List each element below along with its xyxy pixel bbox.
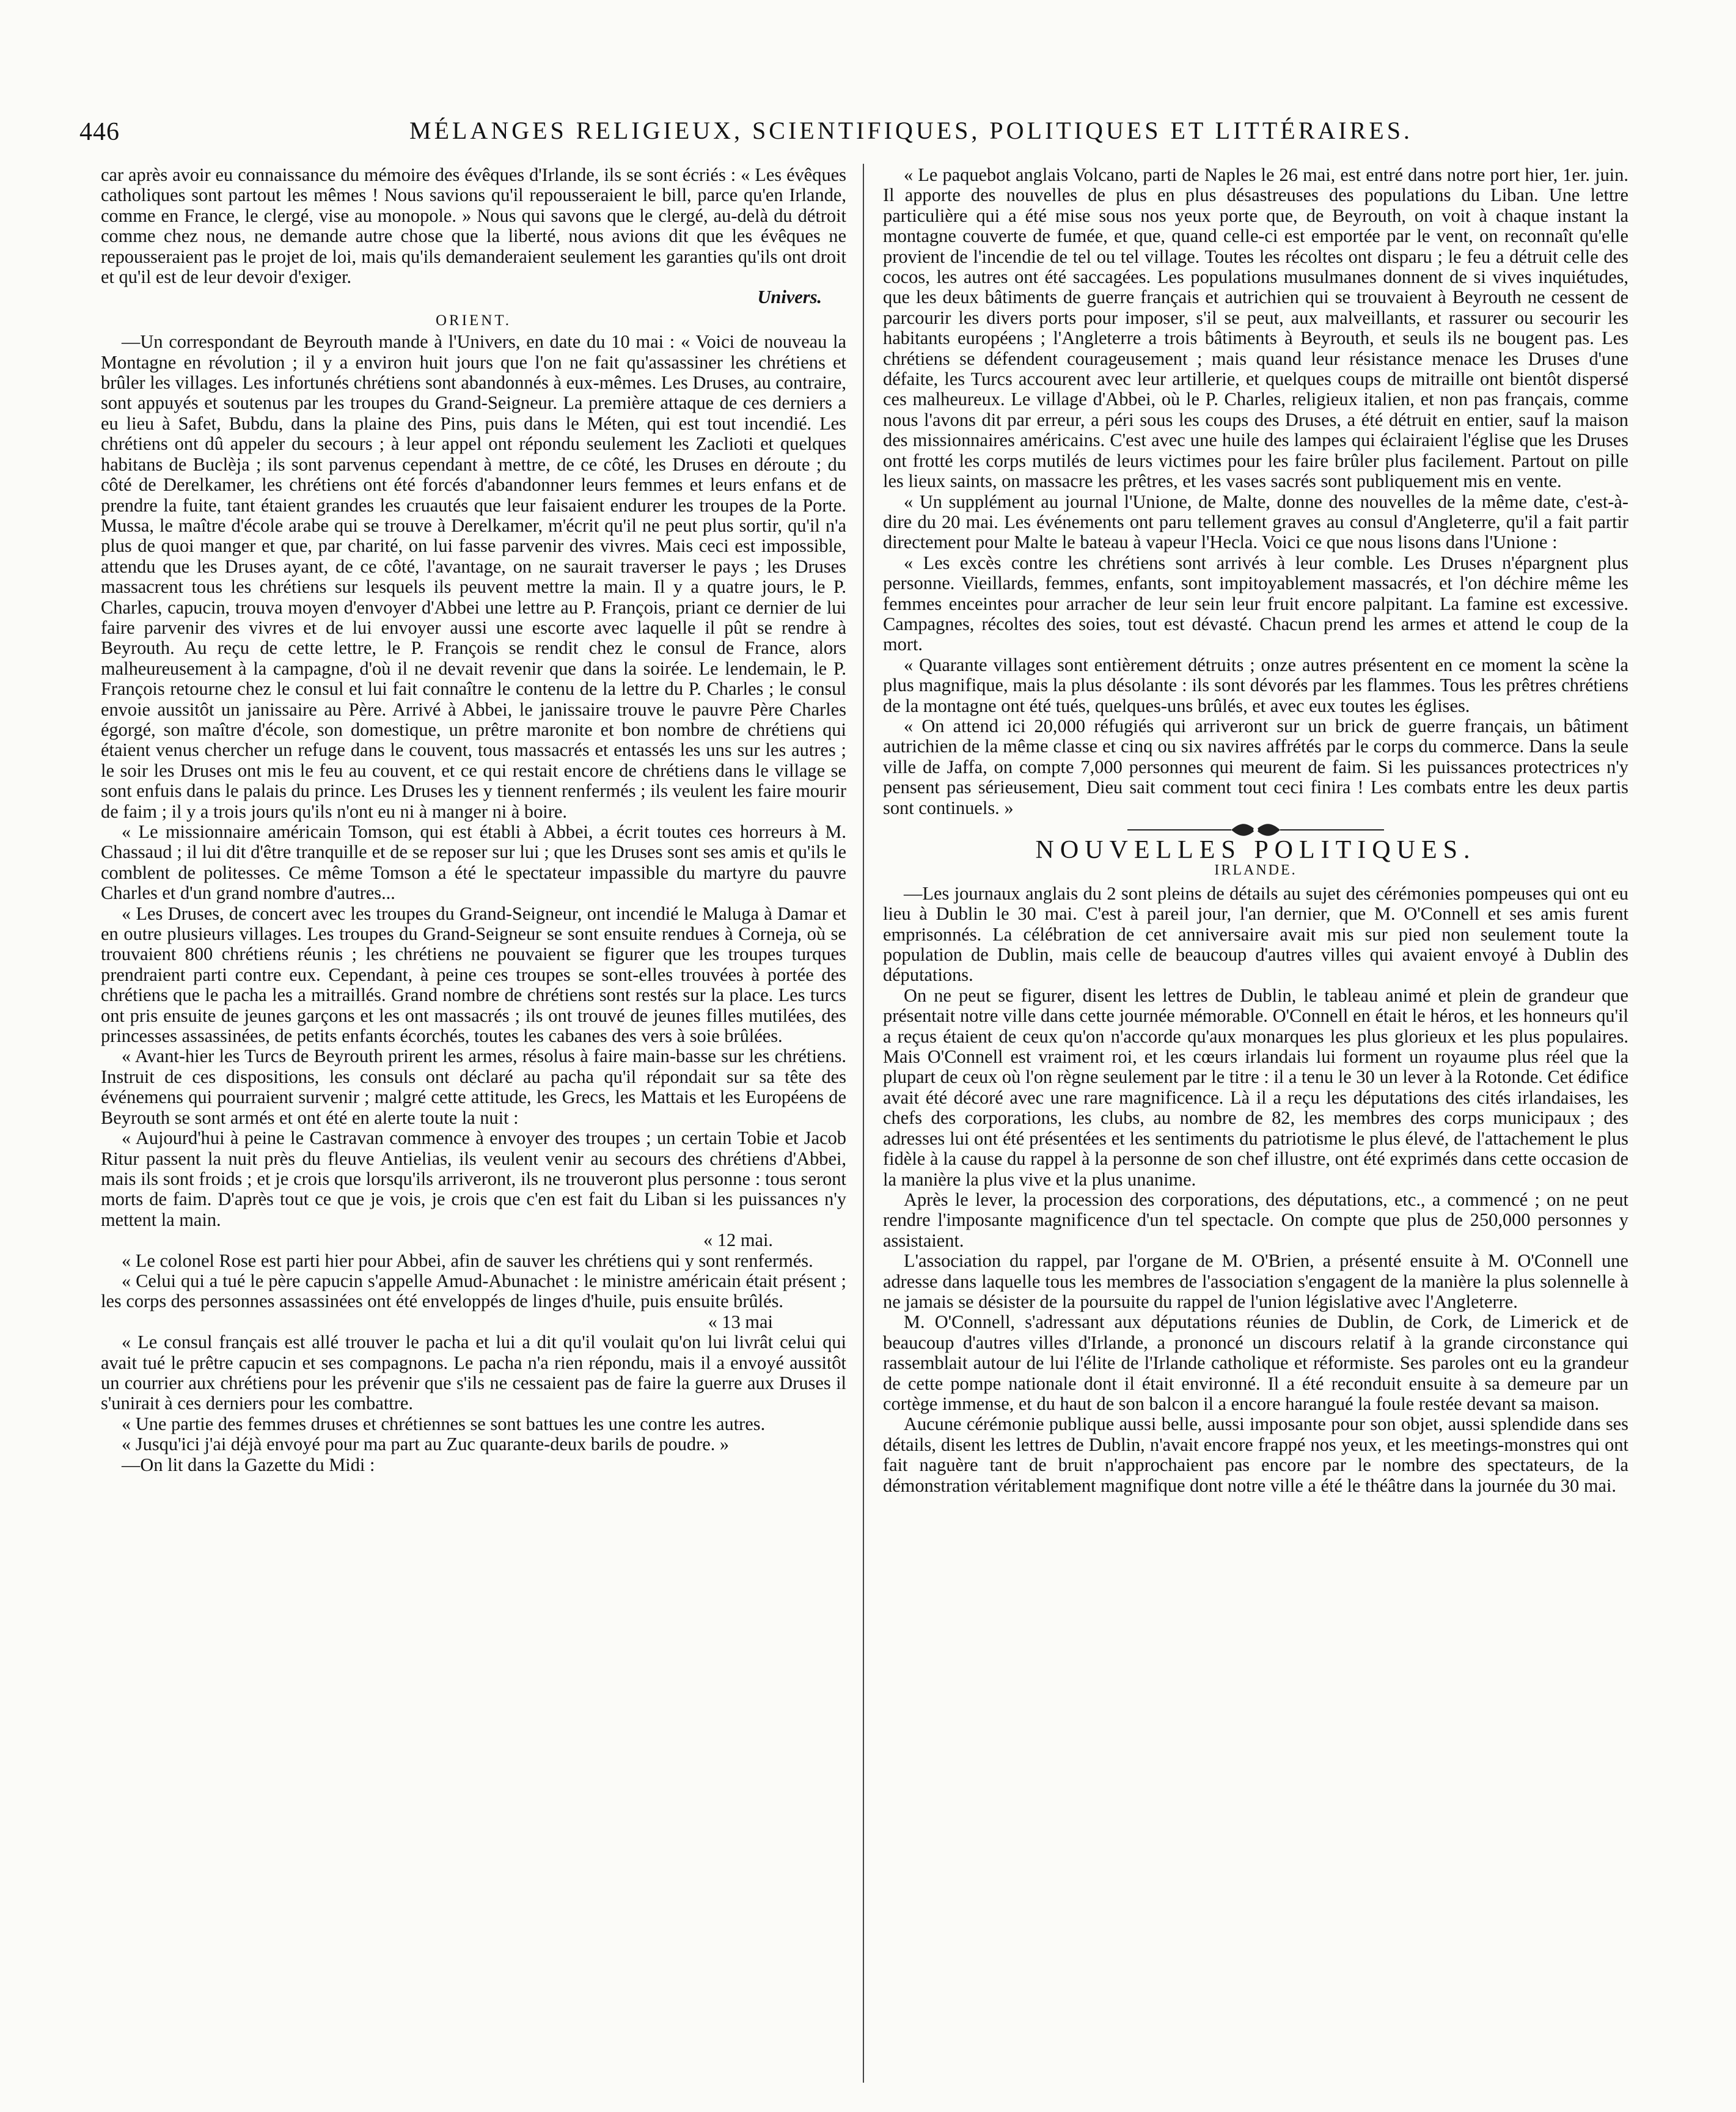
left-column xyxy=(101,165,846,2066)
article-paragraph: « Celui qui a tué le père capucin s'appelle Amud-Abunachet : le ministre américain était présent ; les corps des personnes assassinées ont été enveloppés de linges d'huile, puis ensuite brûlés. xyxy=(101,1270,846,1312)
article-paragraph: « Les excès contre les chrétiens sont arrivés à leur comble. Les Druses n'épargnent plus personne. Vieillards, femmes, enfants, sont impitoyablement massacrés, et l'on déchire même les femmes enceintes pour arracher de leur sein leur fruit encore palpitant. La famine est excessive. Campagnes, récoltes des soies, tout est dévasté. Chacun prend les armes et attend le coup de la mort. xyxy=(883,552,1628,655)
intro-paragraph: car après avoir eu connaissance du mémoire des évêques d'Irlande, ils se sont écriés : « Les évêques catholiques sont partout les mêmes ! Nous savions qu'il repousseraient le bill, parce qu'en Irlande, comme en France, le clergé, vise au monopole. » Nous qui savons que le clergé, au-delà du détroit comme chez nous, ne demande autre chose que la liberté, nous avions dit que les évêques ne repousseraient pas le projet de loi, mais qu'ils demanderaient seulement les garanties qu'ils ont droit et qu'il est de leur devoir d'exiger. xyxy=(101,165,846,288)
article-paragraph: « Aujourd'hui à peine le Castravan commence à envoyer des troupes ; un certain Tobie et Jacob Ritur passent la nuit près du fleuve Antielias, ils veulent venir au secours des chrétiens d'Abbei, mais ils sont froids ; et je crois que lorsqu'ils arriveront, ils ne trouveront plus personne : tous seront morts de faim. D'après tout ce que je vois, je crois que c'en est fait du Liban si les puissances n'y mettent la main. xyxy=(101,1128,846,1230)
article-paragraph: « Une partie des femmes druses et chrétiennes se sont battues les une contre les autres. xyxy=(122,1413,766,1434)
article-paragraph: « Avant-hier les Turcs de Beyrouth prirent les armes, résolus à faire main-basse sur les chrétiens. Instruit de ces dispositions, les consuls ont déclaré au pacha qu'il répondait sur sa tête des événemens qui pourraient survenir ; malgré cette attitude, les Grecs, les Mattais et les Européens de Beyrouth se sont armés et ont été en alerte toute la nuit : xyxy=(101,1046,846,1128)
article-paragraph: « Quarante villages sont entièrement détruits ; onze autres présentent en ce moment la scène la plus magnifique, mais la plus désolante : ils sont dévorés par les flammes. Tous les prêtres chrétiens de la montagne ont été tués, quelques-uns brûlés, et avec eux toutes les églises. xyxy=(883,654,1628,716)
article-paragraph: « Les Druses, de concert avec les troupes du Grand-Seigneur, ont incendié le Maluga à Damar et en outre plusieurs villages. Les troupes du Grand-Seigneur se sont ensuite rendues à Corneja, où se trouvaient 800 chrétiens réunis ; les chrétiens ne pouvaient se figurer que les troupes turques prendraient parti contre eux. Cependant, à peine ces troupes se sont-elles trouvées à portée des chrétiens que le pacha les a mitraillés. Grand nombre de chrétiens sont restés sur la place. Les turcs ont pris ensuite de jeunes garçons et les ont massacrés ; ils ont trouvé de jeunes filles mutilées, des princesses assassinées, de petits enfants écorchés, toutes les cabanes des vers à soie brûlées. xyxy=(101,903,846,1047)
section-heading-orient: ORIENT. xyxy=(435,312,512,329)
article-paragraph: « On attend ici 20,000 réfugiés qui arriveront sur un brick de guerre français, un bâtiment autrichien de la même classe et cinq ou six navires affrétés par le corps du commerce. Dans la seule ville de Jaffa, on compte 7,000 personnes qui meurent de faim. Si les puissances protectrices n'y pensent pas sérieusement, Dieu sait comment tout ceci finira ! Les combats entre les deux partis sont continuels. » xyxy=(883,715,1628,818)
article-paragraph: « Un supplément au journal l'Unione, de Malte, donne des nouvelles de la même date, c'est-à-dire du 20 mai. Les événements ont paru tellement graves au consul d'Angleterre, qu'il a fait partir directement pour Malte le bateau à vapeur l'Hecla. Voici ce que nous lisons dans l'Unione : xyxy=(883,491,1628,553)
article-paragraph: « Le consul français est allé trouver le pacha et lui a dit qu'il voulait qu'on lui livrât celui qui avait tué le prêtre capucin et ses compagnons. Le pacha n'a rien répondu, mais il a envoyé aussitôt un courrier aux chrétiens pour les prévenir que s'ils ne cessaient pas de faire la guerre aux Druses il s'unirait à ces derniers pour les combattre. xyxy=(101,1332,846,1414)
article-paragraph: « Le colonel Rose est parti hier pour Abbei, afin de sauver les chrétiens qui y sont renfermés. xyxy=(122,1250,813,1271)
article-paragraph: L'association du rappel, par l'organe de M. O'Brien, a présenté ensuite à M. O'Connell une adresse dans laquelle tous les membres de l'association s'engagent de la manière la plus solennelle à ne jamais se désister de la poursuite du rappel de l'union législative avec l'Angleterre. xyxy=(883,1250,1628,1312)
article-paragraph: —Les journaux anglais du 2 sont pleins de détails au sujet des cérémonies pompeuses qui ont eu lieu à Dublin le 30 mai. C'est à pareil jour, l'an dernier, que M. O'Connell et ses amis furent emprisonnés. La célébration de cet anniversaire avait mis sur pied non seulement toute la population de Dublin, mais celle de beaucoup d'autres villes qui avaient envoyé à Dublin des députations. xyxy=(883,882,1628,986)
dateline: « 12 mai. xyxy=(703,1230,773,1251)
right-column xyxy=(883,165,1628,2066)
running-title: MÉLANGES RELIGIEUX, SCIENTIFIQUES, POLITIQUES ET LITTÉRAIRES. xyxy=(409,117,1413,144)
article-paragraph: « Le missionnaire américain Tomson, qui est établi à Abbei, a écrit toutes ces horreurs à M. Chassaud ; il lui dit d'être tranquille et de se reposer sur lui ; que les Druses sont ses amis et qu'ils le comblent de politesses. Ce même Tomson a été le spectateur impassible du martyre du pauvre Charles et d'un grand nombre d'autres... xyxy=(101,821,846,904)
column-divider xyxy=(863,164,864,2083)
section-title: NOUVELLES POLITIQUES. xyxy=(1035,836,1476,864)
article-paragraph: Après le lever, la procession des corporations, des députations, etc., a commencé ; on ne peut rendre l'imposante magnificence d'un tel spectacle. On compte que plus de 250,000 personnes y assistaient. xyxy=(883,1189,1628,1251)
dateline: « 13 mai xyxy=(708,1311,773,1332)
source-signature: Univers. xyxy=(757,287,822,308)
article-paragraph: Aucune cérémonie publique aussi belle, aussi imposante pour son objet, aussi splendide dans ses détails, disent les lettres de Dublin, n'avait encore frappé nos yeux, et les meetings-monstres qui ont fait naguère tant de bruit n'approchaient pas encore par le nombre des spectateurs, de la démonstration véritablement magnifique dont notre ville a été le théâtre dans la journée du 30 mai. xyxy=(883,1414,1628,1496)
article-paragraph: « Jusqu'ici j'ai déjà envoyé pour ma part au Zuc quarante-deux barils de poudre. » xyxy=(122,1434,730,1455)
article-paragraph: M. O'Connell, s'adressant aux députations réunies de Dublin, de Cork, de Limerick et de beaucoup d'autres villes d'Irlande, a prononcé un discours relatif à la grande circonstance qui rassemblait autour de lui l'élite de l'Irlande catholique et réformiste. Ses paroles ont eu la grandeur de cette pompe nationale dont il était environné. Il a été reconduit ensuite à sa demeure par un cortège immense, et du haut de son balcon il a encore harangué la foule restée devant sa maison. xyxy=(883,1311,1628,1414)
article-paragraph: « Le paquebot anglais Volcano, parti de Naples le 26 mai, est entré dans notre port hier, 1er. juin. Il apporte des nouvelles de plus en plus désastreuses des populations du Liban. Une lettre particulière qui a été mise sous nos yeux porte que, de Beyrouth, on voit à chaque instant la montagne couverte de fumée, et que, quand celle-ci est emportée par le vent, on reconnaît qu'elle provient de l'incendie de tel ou tel village. Toutes les récoltes ont disparu ; le feu a détruit celle des cocos, les autres ont été saccagées. Les populations musulmanes donnent de si vives inquiétudes, que les deux bâtiments de guerre français et autrichien qui se trouvaient à Beyrouth ne cessent de parcourir les divers ports pour imposer, s'il se peut, aux malveillants, et rassurer ou secourir les habitants européens ; l'Angleterre a trois bâtiments à Beyrouth, et seuls ils ne bougent pas. Les chrétiens se défendent courageusement ; mais quand leur résistance menace les Druses d'une défaite, les Turcs accourent avec leur artillerie, et quelques coups de mitraille ont bientôt dispersé ces malheureux. Le village d'Abbei, où le P. Charles, religieux italien, et non pas français, comme nous l'avons dit par erreur, a péri sous les coups des Druses, a été détruit en entier, sauf la maison des missionnaires américains. C'est avec une huile des lampes qui éclairaient l'église que les Druses ont frotté les corps mutilés de leurs victimes pour les faire brûler plus facilement. Partout on pille les lieux saints, on massacre les prêtres, et les vases sacrés sont publiquement mis en vente. xyxy=(883,165,1628,492)
article-paragraph: —On lit dans la Gazette du Midi : xyxy=(122,1454,375,1475)
article-paragraph: On ne peut se figurer, disent les lettres de Dublin, le tableau animé et plein de grandeur que présentait notre ville dans cette journée mémorable. O'Connell en était le héros, et les honneurs qu'il a reçus étaient de ceux qu'on n'accorde qu'aux monarques les plus glorieux et les plus populaires. Mais O'Connell est vraiment roi, et les cœurs irlandais lui forment un royaume plus réel que la plupart de ceux où l'on règne seulement par le titre : il a tenu le 30 un lever à la Rotonde. Cet édifice avait été décoré avec une rare magnificence. Là il a reçu les députations des cités irlandaises, les chefs des corporations, les clubs, au nombre de 82, les membres des corps municipaux ; des adresses lui ont été présentées et les sentiments du patriotisme le plus élevé, de l'attachement le plus fidèle à la cause du rappel à la personne de son chef illustre, ont été exprimés dans cette occasion de la manière la plus vive et la plus unanime. xyxy=(883,985,1628,1190)
page-number: 446 xyxy=(79,118,120,146)
article-paragraph: —Un correspondant de Beyrouth mande à l'Univers, en date du 10 mai : « Voici de nouveau la Montagne en révolution ; il y a environ huit jours que l'on ne fait qu'assassiner les chrétiens et brûler les villages. Les infortunés chrétiens sont abandonnés à eux-mêmes. Les Druses, au contraire, sont appuyés et soutenus par les troupes du Grand-Seigneur. La première attaque de ces derniers a eu lieu à Safet, Bubdu, dans la plaine des Pins, puis dans le Méten, qui est tout incendié. Les chrétiens ont dû appeler du secours ; à leur appel ont répondu seulement les Zaclioti et quelques habitans de Buclèja ; ils sont parvenus cependant à mettre, de ce côté, les Druses en déroute ; du côté de Derelkamer, les chrétiens ont été forcés d'abandonner leurs femmes et leurs enfans et de prendre la fuite, tant étaient grandes les cruautés que leur faisaient endurer les troupes de la Porte. Mussa, le maître d'école arabe qui se trouve à Derelkamer, m'écrit qu'il ne peut plus sortir, qu'il n'a plus de quoi manger et que, par charité, on lui fasse parvenir des vivres. Mais ceci est impossible, attendu que les Druses ayant, de ce côté, l'avantage, on ne saurait traverser le pays ; les Druses massacrent tous les chrétiens sur lesquels ils peuvent mettre la main. Il y a quatre jours, le P. Charles, capucin, trouva moyen d'envoyer d'Abbei une lettre au P. François, priant ce dernier de lui faire parvenir des vivres et de lui envoyer aussi une escorte avec laquelle il pût se rendre à Beyrouth. Au reçu de cette lettre, le P. François se rendit chez le consul de France, alors malheureusement à la campagne, d'où il ne devait revenir que dans la soirée. Le lendemain, le P. François retourne chez le consul et lui fait connaître le contenu de la lettre du P. Charles ; le consul envoie aussitôt un janissaire au Père. Arrivé à Abbei, le janissaire trouve le pauvre Père Charles égorgé, son maître d'école, son domestique, un prêtre maronite et bon nombre de chrétiens qui étaient venus chercher un refuge dans le couvent, tous massacrés et entassés les uns sur les autres ; le soir les Druses ont mis le feu au couvent, et ce qui restait encore de chrétiens dans le village se sont enfuis dans le palais du prince. Les Druses les y tiennent renfermés ; ils veulent les faire mourir de faim ; il y a trois jours qu'ils n'ont eu ni à manger ni à boire. xyxy=(101,331,846,822)
section-subtitle: IRLANDE. xyxy=(1214,862,1297,879)
page-header xyxy=(79,116,1662,153)
